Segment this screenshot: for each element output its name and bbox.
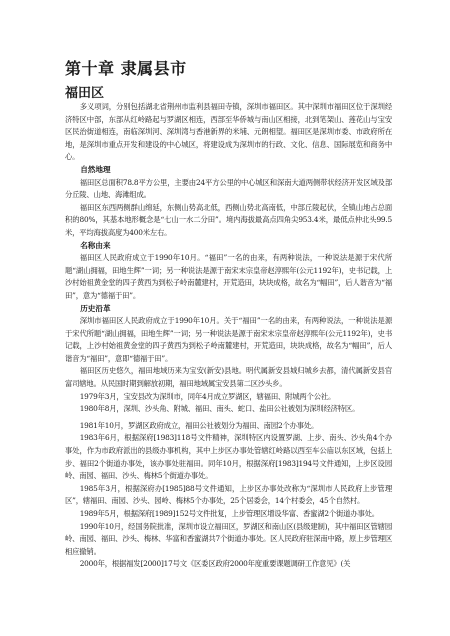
history-paragraph-1981: 1981年10月，罗湖区政府成立，福田公社被划分为福田、南园2个办事处。	[79, 420, 319, 430]
history-paragraph-1983: 1983年6月，根据深府[1983]118号文件精神，深圳特区内设置罗湖、上步、南头、沙头角4个办事处，作为市政府派出的县级办事机构，其中上步区办事处管辖红岭路以西至车公庙以东区域，包括上步、福田2个街道办事处，该办事处驻福田。同年10月，根据深府[1983]194号文件通知，上步区设园岭、南园、福田、沙头、梅林5个街道办事处。	[65, 433, 392, 481]
name-origin-paragraph: 福田区人民政府成立于1990年10月。“福田”一名的由来，有两种说法，一种说法是源于宋代所题“湖山拥福，田地生辉”一词；另一种说法是源于南宋末宗皇帝赵淳熙年(公元1192年)，史书记载，上沙村始祖黄金堂的四子黄西为到松子岭南麓建村，开荒造田，块块成格，故名为“幅田”，后人谐音为“福田”，意为“德福于田”。	[65, 253, 392, 300]
subheading-name-origin: 名称由来	[80, 240, 111, 250]
geography-paragraph-1: 福田区总面积78.8平方公里，主要由24平方公里的中心城区和深南大道两侧带状经济开发区域及部分丘陵、山地、海滩组成。	[65, 177, 392, 200]
chapter-title: 第十章 隶属县市	[65, 59, 187, 78]
history-paragraph-1979: 1979年3月，宝安县改为深圳市，同年4月成立罗湖区，辖福田、附城两个公社。	[79, 391, 336, 401]
history-paragraph-1989: 1989年5月，根据深府[1989]152号文件批复，上步管理区增设华富、香蜜湖2个街道办事处。	[79, 509, 379, 518]
subheading-history: 历史沿革	[80, 303, 111, 313]
history-paragraph-2: 福田区历史悠久，福田地域历来为宝安(新安)县地。明代属新安县城归城乡去都，清代属新安县官富司辖地。从民国时期到解放初期，福田地域属宝安县第二区沙头乡。	[65, 366, 392, 389]
document-body	[65, 101, 392, 571]
history-paragraph-2000: 2000年，根据福发[2000]17号文《区委区政府2000年度重要课题调研工作意见》(关	[79, 559, 351, 569]
intro-paragraph: 多义项词，分别包括湖北省荆州市监利县福田寺镇，深圳市福田区。其中深圳市福田区位于深圳经济特区中部，东部从红岭路起与罗湖区相连，西部至华侨城与南山区相接，北到笔架山、莲花山与宝安区民治街道相连，南临深圳河、深圳湾与香港新界的米埔、元朗相望。福田区是深圳市委、市政府所在地，是深圳市重点开发和建设的中心城区，将建设成为深圳市的行政、文化、信息、国际展览和商务中心。	[65, 102, 392, 162]
geography-paragraph-2: 福田区东西两侧群山绵延，东侧山势高北低，西侧山势北高南低，中部丘陵起伏，全镇山地占总面积的80%，其基本地形概念是“七山一水二分田”。境内海拔最高点四角尖953.4米，最低点仲北头99.5米，平均海拔高度为400米左右。	[65, 202, 392, 237]
history-paragraph-1985: 1985年3月，根据深府办[1985]88号文件通知，上步区办事处改称为“深圳市人民政府上步管理区”，辖福田、南园、沙头、园岭、梅林5个办事处，25个居委会，14个村委会，45个自然村。	[65, 483, 392, 506]
history-paragraph-1990: 1990年10月，经国务院批准，深圳市设立福田区，罗湖区和南山区(县级建制)，其中福田区管辖园岭、南园、福田、沙头、梅林、华富和香蜜湖共7个街道办事处。区人民政府驻深南中路，原上步管理区相应撤销。	[65, 521, 392, 556]
subheading-geography: 自然地理	[80, 164, 111, 174]
history-paragraph-1: 深圳市福田区人民政府成立于1990年10月。关于“福田”一名的由来，有两种说法，一种说法是源于宋代所题“湖山拥福，田地生辉”一词；另一种说法是源于南宋末宗皇帝赵淳熙年(公元1192年)，史书记载，上沙村始祖黄金堂的四子黄西为到松子岭南麓建村，开荒造田，块块成格，故名为“幅田”，后人谐音为“福田”，意即“德福于田”。	[65, 316, 392, 363]
section-title: 福田区	[65, 86, 105, 101]
history-paragraph-1980: 1980年8月，深圳、沙头角、附城、福田、南头、蛇口、盐田公社被划为深圳经济特区。	[79, 404, 360, 414]
